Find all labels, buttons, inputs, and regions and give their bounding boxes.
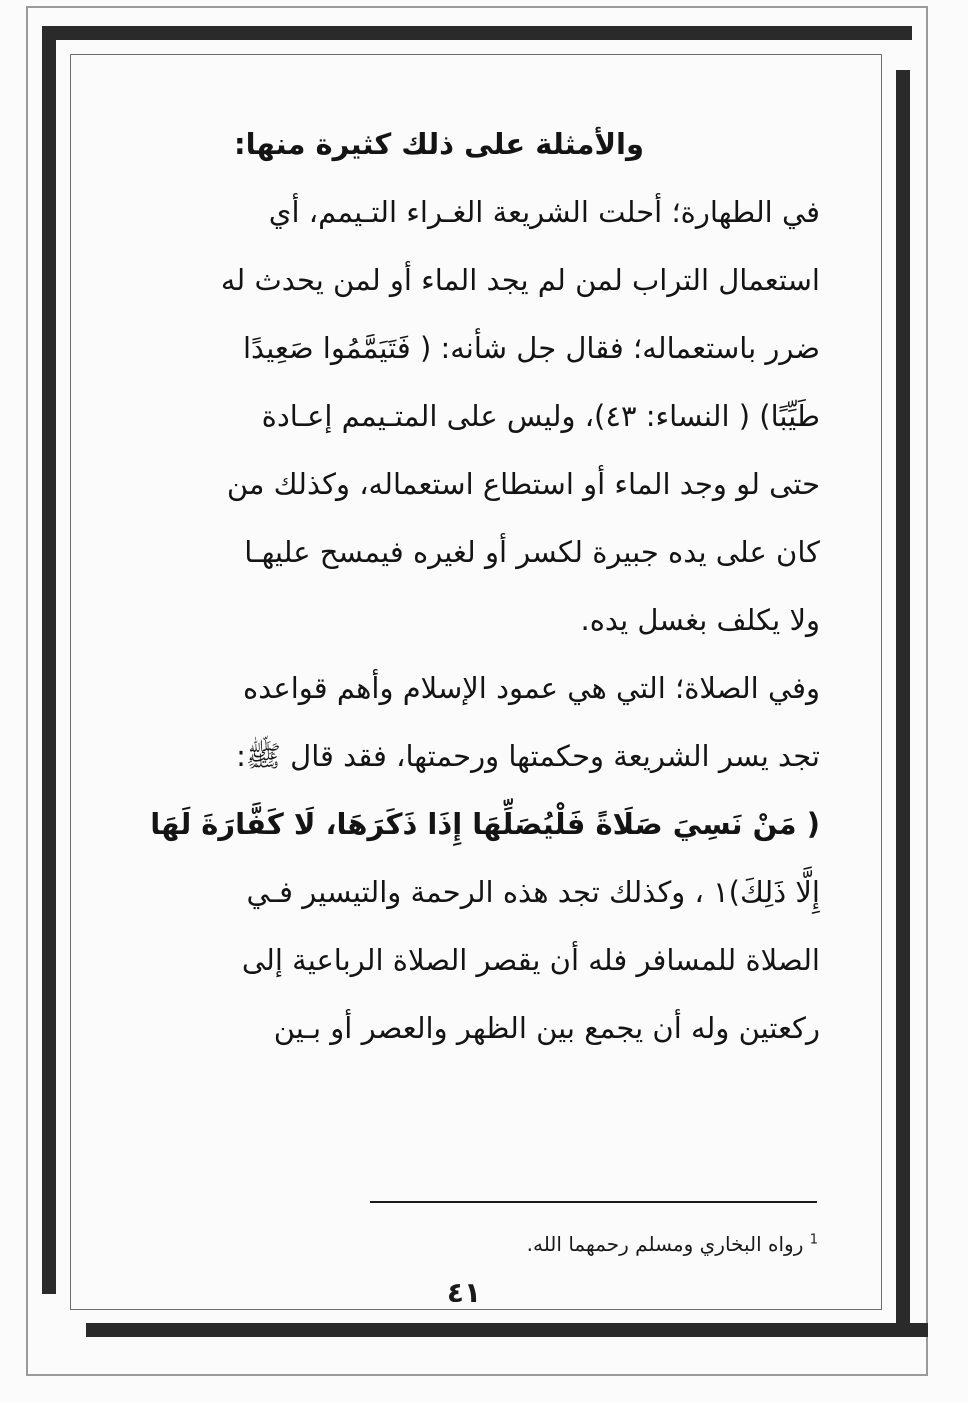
footnote-text: رواه البخاري ومسلم رحمهما الله.	[526, 1232, 804, 1256]
text-line: وفي الصلاة؛ التي هي عمود الإسلام وأهم قواعده	[243, 671, 820, 705]
text-line: كان على يده جبيرة لكسر أو لغيره فيمسح عليهـا	[244, 535, 820, 569]
footnote-divider	[370, 1201, 817, 1203]
section-heading: والأمثلة على ذلك كثيرة منها:	[233, 127, 645, 161]
text-line: استعمال التراب لمن لم يجد الماء أو لمن يحدث له	[220, 263, 820, 297]
text-line: طَيِّبًا) ( النساء: ٤٣)، وليس على المتـيمم إعـادة	[261, 399, 820, 433]
text-line: ركعتين وله أن يجمع بين الظهر والعصر أو بـين	[273, 1011, 820, 1045]
frame-bar-right	[896, 70, 910, 1337]
text-line: الصلاة للمسافر فله أن يقصر الصلاة الرباعية إلى	[241, 943, 820, 977]
text-line: ولا يكلف بغسل يده.	[580, 603, 820, 637]
text-line: حتى لو وجد الماء أو استطاع استعماله، وكذلك من	[226, 467, 820, 501]
page-number: ٤١	[446, 1276, 482, 1309]
hadith-line: ( مَنْ نَسِيَ صَلَاةً فَلْيُصَلِّهَا إِذَا ذَكَرَهَا، لَا كَفَّارَةَ لَهَا	[150, 807, 820, 841]
text-line: إِلَّا ذَلِكَ)١ ، وكذلك تجد هذه الرحمة والتيسير فـي	[246, 875, 820, 909]
body-text	[118, 110, 820, 1062]
frame-bar-top	[42, 26, 912, 40]
footnote-marker: 1	[809, 1232, 818, 1248]
text-line: في الطهارة؛ أحلت الشريعة الغـراء التـيمم، أي	[268, 195, 820, 229]
frame-bar-bottom	[86, 1323, 928, 1337]
text-line: تجد يسر الشريعة وحكمتها ورحمتها، فقد قال ﷺ:	[236, 739, 820, 773]
footnote	[527, 1232, 818, 1256]
text-line: ضرر باستعماله؛ فقال جل شأنه: ( فَتَيَمَّمُوا صَعِيدًا	[242, 331, 820, 365]
frame-bar-left	[42, 26, 56, 1294]
